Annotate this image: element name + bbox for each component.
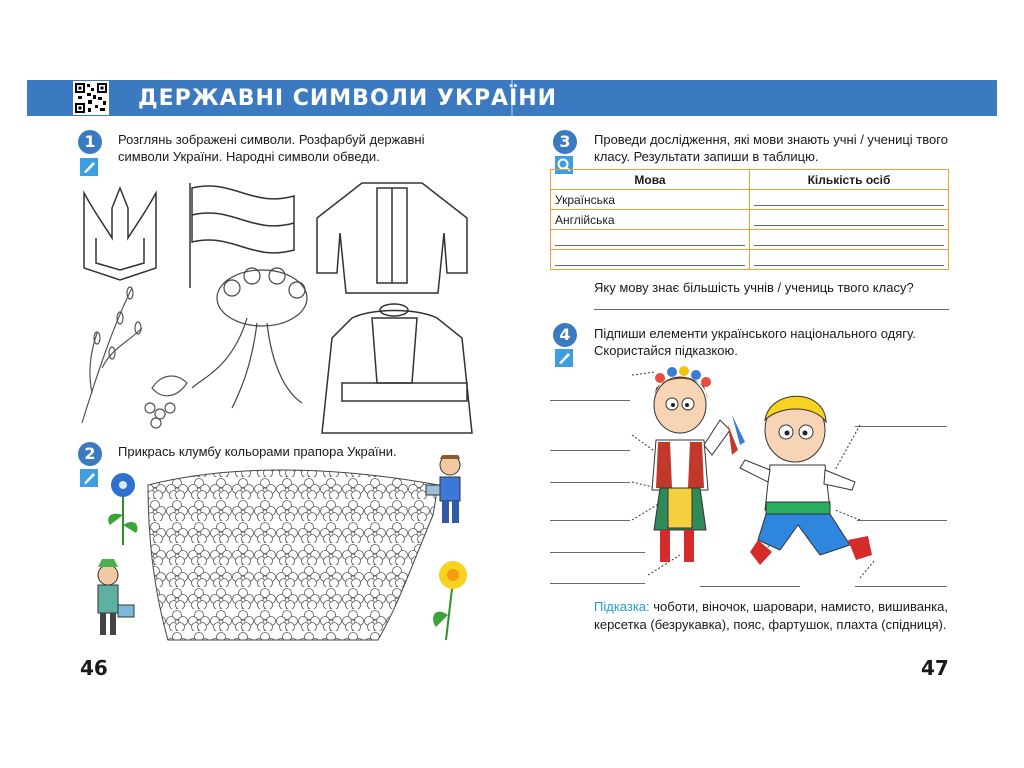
willow-branch-icon <box>82 287 142 423</box>
plakhta-icon <box>322 304 472 433</box>
girl-watering-icon <box>98 559 134 635</box>
language-cell: Англійська <box>551 210 750 230</box>
pencil-task-icon <box>555 349 573 367</box>
languages-table <box>550 169 949 270</box>
page-title: ДЕРЖАВНІ СИМВОЛИ УКРАЇНИ <box>138 86 558 111</box>
national-costume-illustration <box>620 360 890 590</box>
task-2-text: Прикрась клумбу кольорами прапора України. <box>118 444 397 459</box>
column-header-language: Мова <box>551 170 750 190</box>
label-line[interactable] <box>550 450 630 451</box>
table-row <box>551 210 949 230</box>
blue-flower-icon <box>108 473 137 545</box>
table-header-row <box>551 170 949 190</box>
task-number-4: 4 <box>553 323 577 347</box>
task-3-text: Проведи дослідження, які мови знають учні / учениці твого класу. Результати запиши в таблицю. <box>594 132 948 164</box>
task-number-1: 1 <box>78 130 102 154</box>
daffodil-icon <box>433 561 467 640</box>
hint-text <box>594 598 949 634</box>
count-cell[interactable] <box>750 250 949 270</box>
trident-icon <box>84 188 156 280</box>
girl-icon <box>652 366 745 562</box>
language-cell: Українська <box>551 190 750 210</box>
language-cell[interactable] <box>551 230 750 250</box>
task-3-question: Яку мову знає більшість учнів / учениць твого класу? <box>594 280 914 295</box>
label-line[interactable] <box>550 482 630 483</box>
column-header-count: Кількість осіб <box>750 170 949 190</box>
table-row <box>551 250 949 270</box>
flowerbed-illustration <box>78 455 483 645</box>
count-cell[interactable] <box>750 210 949 230</box>
task-1-text: Розглянь зображені символи. Розфарбуй державні символи України. Народні символи обведи. <box>118 132 425 164</box>
answer-line[interactable] <box>594 309 949 310</box>
page-number-left: 46 <box>80 656 108 680</box>
count-cell[interactable] <box>750 190 949 210</box>
table-row <box>551 230 949 250</box>
qr-code-icon[interactable] <box>73 81 109 115</box>
vyshyvanka-icon <box>317 183 467 293</box>
label-line[interactable] <box>550 520 630 521</box>
task-4-text: Підпиши елементи українського національного одягу. Скористайся підказкою. <box>594 326 916 358</box>
task-number-2: 2 <box>78 442 102 466</box>
count-cell[interactable] <box>750 230 949 250</box>
table-row <box>551 190 949 210</box>
viburnum-icon <box>145 376 187 428</box>
hint-words: чоботи, віночок, шаровари, намисто, вишиванка, керсетка (безрукавка), пояс, фартушок, плахта (спідниця). <box>594 599 948 632</box>
pencil-task-icon <box>80 158 98 176</box>
boy-icon <box>740 396 872 565</box>
label-line[interactable] <box>550 400 630 401</box>
language-cell[interactable] <box>551 250 750 270</box>
hint-label: Підказка: <box>594 599 650 614</box>
task-number-3: 3 <box>553 130 577 154</box>
page-number-right: 47 <box>921 656 949 680</box>
symbols-illustration <box>72 178 482 440</box>
wreath-icon <box>192 268 307 408</box>
